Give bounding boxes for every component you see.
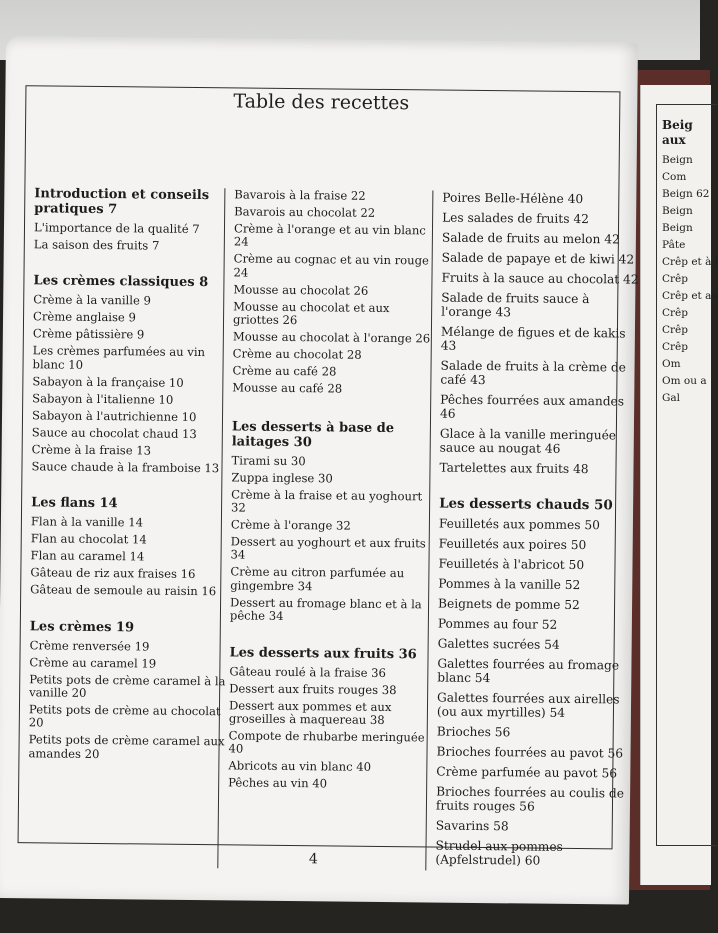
recipe-entry: Feuilletés aux poires 50: [438, 536, 587, 553]
recipe-entry: Dessert au yoghourt et aux fruits 34: [230, 534, 426, 562]
recipe-entry: Glace à la vanille meringuée sauce au nougat 46: [439, 426, 617, 456]
next-page-line: Crêp et à l: [662, 256, 718, 268]
recipe-entry: Crème au citron parfumée au gingembre 34: [230, 564, 405, 594]
page-title: Table des recettes: [233, 90, 410, 115]
recipe-entry: Tirami su 30: [231, 453, 306, 468]
toc-column-1: [28, 186, 234, 766]
recipe-entry: Gâteau roulé à la fraise 36: [229, 664, 387, 680]
recipe-entry: Strudel aux pommes (Apfelstrudel) 60: [435, 838, 563, 868]
recipe-entry: Abricots au vin blanc 40: [228, 758, 372, 775]
next-page-line: Gal: [662, 392, 681, 404]
recipe-entry: Petits pots de crème caramel aux amandes 20: [28, 732, 225, 761]
recipe-entry: Pêches fourrées aux amandes 46: [439, 392, 625, 421]
next-page-line: Beign: [662, 154, 693, 166]
next-page-line: Crêp et au: [662, 290, 718, 302]
recipe-entry: Gâteau de riz aux fraises 16: [30, 565, 196, 582]
recipe-entry: Crème anglaise 9: [32, 309, 136, 325]
recipe-entry: Brioches fourrées au coulis de fruits rouges 56: [435, 784, 625, 814]
next-page-line: Om ou a: [662, 375, 707, 387]
recipe-entry: Petits pots de crème au chocolat 20: [28, 702, 221, 730]
recipe-entry: Savarins 58: [435, 818, 509, 834]
recipe-entry: Tartelettes aux fruits 48: [439, 460, 589, 477]
section-heading: Les desserts aux fruits 36: [229, 645, 417, 662]
recipe-entry: Pommes à la vanille 52: [438, 576, 581, 593]
toc-section: [230, 419, 432, 625]
recipe-entry: Compote de rhubarbe meringuée 40: [228, 728, 425, 756]
recipe-entry: Crème renversée 19: [29, 637, 150, 654]
recipe-entry: Feuilletés aux pommes 50: [438, 516, 600, 533]
recipe-entry: Salade de papaye et de kiwi 42: [441, 250, 635, 267]
section-heading: Les desserts à base de laitages 30: [231, 419, 395, 450]
toc-column-2: [228, 188, 434, 796]
recipe-entry: Gâteau de semoule au raisin 16: [30, 582, 217, 599]
recipe-entry: Mousse au café 28: [232, 380, 343, 396]
book-page: [0, 36, 638, 905]
toc-section: [34, 186, 235, 253]
next-page-line: Crêp: [662, 307, 688, 319]
recipe-entry: Mousse au chocolat à l'orange 26: [232, 329, 431, 346]
recipe-entry: Sauce chaude à la framboise 13: [31, 459, 220, 476]
recipe-entry: Feuilletés à l'abricot 50: [438, 556, 585, 573]
recipe-entry: Crème à la vanille 9: [33, 292, 152, 308]
toc-column-3: [435, 191, 642, 875]
toc-section: [30, 496, 231, 599]
recipe-entry: Mélange de figues et de kakis 43: [440, 324, 626, 353]
recipe-entry: Sabayon à la française 10: [32, 374, 184, 390]
section-heading: Introduction et conseils pratiques 7: [34, 186, 210, 218]
next-page-content: [662, 118, 718, 409]
section-heading: Les crèmes classiques 8: [33, 273, 209, 291]
toc-section: [31, 274, 233, 476]
recipe-entry: Beignets de pomme 52: [438, 596, 580, 613]
recipe-entry: Crème au café 28: [232, 363, 337, 379]
recipe-entry: Galettes fourrées au fromage blanc 54: [437, 656, 620, 686]
recipe-entry: Crème pâtissière 9: [32, 326, 145, 342]
next-page-line: Beign: [662, 222, 693, 234]
recipe-entry: Salade de fruits sauce à l'orange 43: [441, 290, 590, 320]
section-heading: Les crèmes 19: [29, 618, 135, 635]
recipe-entry: Galettes fourrées aux airelles (ou aux myrtilles) 54: [436, 690, 620, 720]
recipe-entry: Salade de fruits au melon 42: [441, 230, 620, 247]
recipe-entry: Fruits à la sauce au chocolat 42: [441, 270, 639, 287]
recipe-entry: La saison des fruits 7: [33, 237, 160, 253]
next-page-line: Crêp: [662, 273, 688, 285]
recipe-entry: Les crèmes parfumées au vin blanc 10: [32, 343, 206, 372]
recipe-entry: Sabayon à l'autrichienne 10: [31, 408, 197, 424]
recipe-entry: Dessert au fromage blanc et à la pêche 34: [229, 595, 422, 624]
recipe-entry: Brioches 56: [436, 724, 511, 740]
recipe-entry: Crème au cognac et au vin rouge 24: [233, 251, 430, 280]
recipe-entry: L'importance de la qualité 7: [33, 220, 200, 237]
recipe-entry: Salade de fruits à la crème de café 43: [440, 358, 627, 388]
recipe-entry: Flan au caramel 14: [30, 548, 145, 564]
recipe-entry: Crème à la fraise 13: [31, 442, 152, 458]
recipe-entry: Sauce au chocolat chaud 13: [31, 425, 197, 441]
recipe-entry: Mousse au chocolat et aux griottes 26: [232, 299, 390, 328]
next-page-line: Om: [662, 358, 681, 370]
toc-section: [28, 619, 229, 763]
toc-section: [228, 645, 430, 792]
recipe-entry: Les salades de fruits 42: [442, 210, 589, 227]
recipe-entry: Flan au chocolat 14: [30, 531, 147, 547]
recipe-entry: Flan à la vanille 14: [30, 514, 144, 530]
recipe-entry: Crème parfumée au pavot 56: [436, 764, 618, 781]
recipe-entry: Mousse au chocolat 26: [233, 282, 369, 298]
recipe-entry: Crème à l'orange 32: [230, 517, 351, 533]
recipe-entry: Crème au caramel 19: [29, 654, 157, 671]
next-page-line: Crêp: [662, 341, 688, 353]
recipe-entry: Crème au chocolat 28: [232, 346, 362, 362]
recipe-entry: Bavarois au chocolat 22: [234, 204, 376, 220]
section-heading: Les desserts chauds 50: [439, 495, 613, 514]
recipe-entry: Crème à la fraise et au yoghourt 32: [231, 487, 423, 515]
next-page-line: Pâte: [662, 239, 686, 251]
recipe-entry: Pommes au four 52: [437, 616, 558, 632]
recipe-entry: Dessert aux pommes et aux groseilles à maquereau 38: [228, 698, 392, 728]
recipe-entry: Dessert aux fruits rouges 38: [229, 681, 397, 697]
recipe-entry: Petits pots de crème caramel à la vanille 20: [29, 671, 226, 700]
recipe-entry: Pêches au vin 40: [228, 775, 328, 791]
next-page-line: Com: [662, 171, 687, 183]
recipe-entry: Sabayon à l'italienne 10: [32, 391, 174, 407]
recipe-entry: Crème à l'orange et au vin blanc 24: [233, 221, 426, 249]
recipe-entry: Bavarois à la fraise 22: [234, 187, 366, 203]
page-number: 4: [308, 851, 318, 868]
toc-section: [232, 188, 434, 397]
recipe-entry: Zuppa inglese 30: [231, 470, 333, 486]
next-page-line: Beign: [662, 205, 693, 217]
recipe-entry: Galettes sucrées 54: [437, 636, 560, 652]
recipe-entry: Brioches fourrées au pavot 56: [436, 744, 624, 761]
recipe-entry: Poires Belle-Hélène 40: [442, 190, 584, 207]
section-heading: Les flans 14: [31, 495, 118, 512]
next-page-heading: Beig aux: [662, 118, 693, 147]
next-page-line: Beign 62: [662, 188, 710, 200]
toc-section: [435, 497, 639, 869]
next-page-line: Crêp: [662, 324, 688, 336]
toc-section: [439, 191, 642, 477]
